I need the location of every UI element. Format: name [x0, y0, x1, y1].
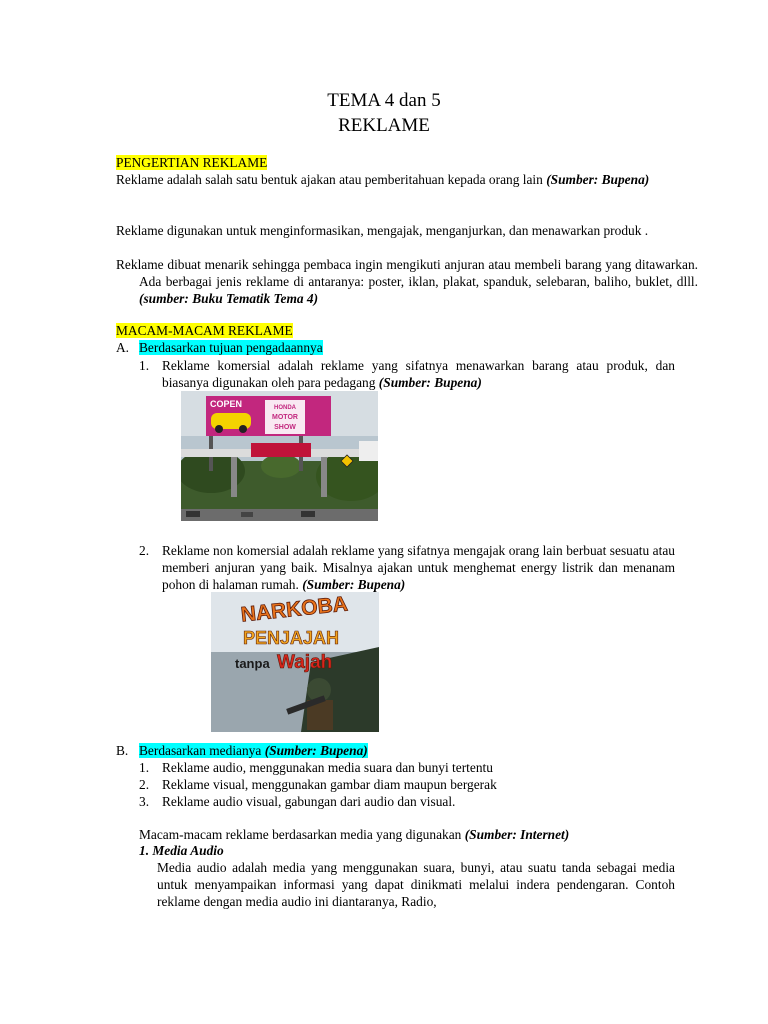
pengertian-heading: PENGERTIAN REKLAME: [116, 155, 268, 170]
subsection-b-source: (Sumber: Bupena): [264, 743, 368, 758]
nonkomersial-text: Reklame non komersial adalah reklame yang sifatnya mengajak orang lain berbuat sesuatu atau memberi anjuran yang baik. Misalnya ajakan untuk menghemat energy listrik dan menanam pohon di halaman rumah.: [162, 543, 675, 592]
media-intro-source: (Sumber: Internet): [464, 827, 570, 842]
attractive-source: (sumber: Buku Tematik Tema 4): [139, 291, 319, 306]
section-heading-pengertian: [116, 154, 675, 171]
list-item-nonkomersial: [162, 542, 675, 593]
paragraph-usage: [116, 222, 698, 239]
subsection-b-highlight: [139, 743, 368, 758]
page-title: TEMA 4 dan 5: [327, 90, 441, 111]
attractive-text: Reklame dibuat menarik sehingga pembaca ingin mengikuti anjuran atau membeli barang yang ditawarkan. Ada berbagai jenis reklame di antaranya: poster, iklan, plakat, spanduk, selebaran, baliho, buklet, dlll.: [116, 257, 698, 289]
list-item-audio: Reklame audio, menggunakan media suara dan bunyi tertentu: [162, 760, 493, 775]
list-marker-b2: 2.: [139, 777, 150, 792]
list-marker-a: A.: [116, 340, 130, 355]
poster-line3b: Wajah: [277, 652, 333, 673]
section-heading-macam: [116, 322, 675, 339]
list-item-komersial: [162, 357, 675, 391]
list-marker-b: B.: [116, 743, 129, 758]
billboard-brand: COPEN: [210, 399, 243, 409]
list-item-visual: Reklame visual, menggunakan gambar diam maupun bergerak: [162, 777, 497, 792]
paragraph-definition: [116, 171, 698, 188]
macam-heading: MACAM-MACAM REKLAME: [116, 323, 293, 338]
poster-line1: NARKOBA: [239, 592, 349, 627]
billboard-line1: HONDA: [274, 405, 296, 411]
narkoba-poster-photo: [211, 592, 379, 732]
billboard-line2: MOTOR: [272, 414, 298, 421]
media-intro-text: Macam-macam reklame berdasarkan media yang digunakan: [139, 827, 465, 842]
list-marker-b3: 3.: [139, 794, 150, 809]
list-item-audiovisual: Reklame audio visual, gabungan dari audio dan visual.: [162, 794, 456, 809]
list-marker-b1: 1.: [139, 760, 150, 775]
usage-text: Reklame digunakan untuk menginformasikan, mengajak, menganjurkan, dan menawarkan produk .: [116, 223, 649, 238]
list-marker-a1: 1.: [139, 358, 150, 373]
billboard-illustration: [181, 391, 378, 521]
page-subtitle: REKLAME: [338, 115, 430, 136]
definition-text: Reklame adalah salah satu bentuk ajakan atau pemberitahuan kepada orang lain: [116, 172, 547, 187]
poster-line3a: tanpa: [235, 656, 270, 671]
billboard-line3: SHOW: [274, 424, 296, 431]
subsection-a-text: Berdasarkan tujuan pengadaannya: [139, 340, 323, 355]
poster-line2: PENJAJAH: [242, 628, 340, 648]
komersial-text: Reklame komersial adalah reklame yang sifatnya menawarkan barang atau produk, dan biasanya digunakan oleh para pedagang: [162, 358, 675, 390]
media-audio-heading: 1. Media Audio: [139, 843, 224, 858]
billboard-photo: [181, 391, 378, 521]
subsection-b-label: [139, 742, 368, 759]
subsection-a-label: [139, 339, 323, 356]
media-intro: [139, 826, 675, 843]
komersial-source: (Sumber: Bupena): [378, 375, 482, 390]
nonkomersial-source: (Sumber: Bupena): [302, 577, 406, 592]
list-marker-a2: 2.: [139, 543, 150, 558]
subsection-b-text: Berdasarkan medianya: [139, 743, 262, 758]
narkoba-poster-illustration: [211, 592, 379, 732]
media-audio-paragraph: Media audio adalah media yang menggunakan suara, bunyi, atau suatu tanda sebagai media untuk menyampaikan informasi yang dapat dinikmati melalui indera pendengaran. Contoh reklame dengan media audio ini diantaranya, Radio,: [157, 860, 675, 909]
paragraph-attractive: [116, 256, 698, 307]
definition-source: (Sumber: Bupena): [546, 172, 650, 187]
